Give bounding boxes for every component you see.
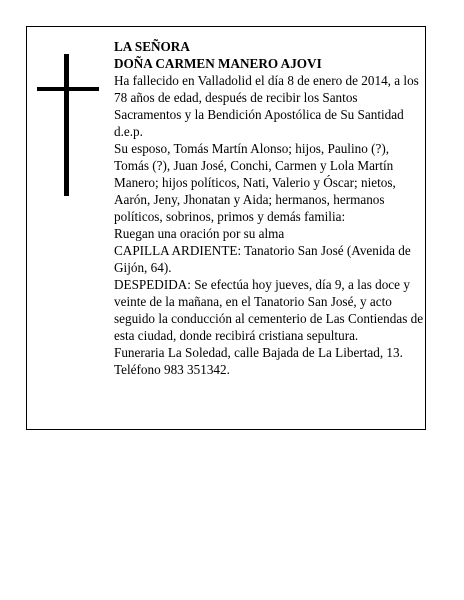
title-line-1: LA SEÑORA — [114, 39, 190, 54]
farewell-info: DESPEDIDA: Se efectúa hoy jueves, día 9, a las doce y veinte de la mañana, en el Tanatorio San José, y acto seguido la conducción al cementerio de Las Contiendas de esta ciudad, donde recibirá cristiana sepultura. — [114, 277, 424, 343]
cross-icon — [37, 54, 99, 196]
cross-horizontal-bar — [37, 87, 99, 91]
cross-vertical-bar — [64, 54, 69, 196]
prayer-request: Ruegan una oración por su alma — [114, 226, 285, 241]
family-list: Su esposo, Tomás Martín Alonso; hijos, Paulino (?), Tomás (?), Juan José, Conchi, Carmen y Lola Martín Manero; hijos políticos, Nati, Valerio y Óscar; nietos, Aarón, Jeny, Jhonatan y Aida; hermanos, hermanos políticos, sobrinos, primos y demás familia: — [114, 141, 396, 224]
deceased-name: DOÑA CARMEN MANERO AJOVI — [114, 56, 322, 71]
chapel-info: CAPILLA ARDIENTE: Tanatorio San José (Avenida de Gijón, 64). — [114, 243, 411, 275]
funeral-home-info: Funeraria La Soledad, calle Bajada de La Libertad, 13. Teléfono 983 351342. — [114, 345, 403, 377]
obituary-text — [114, 38, 424, 378]
death-announcement: Ha fallecido en Valladolid el día 8 de enero de 2014, a los 78 años de edad, después de recibir los Santos Sacramentos y la Bendición Apostólica de Su Santidad d.e.p. — [114, 73, 419, 139]
